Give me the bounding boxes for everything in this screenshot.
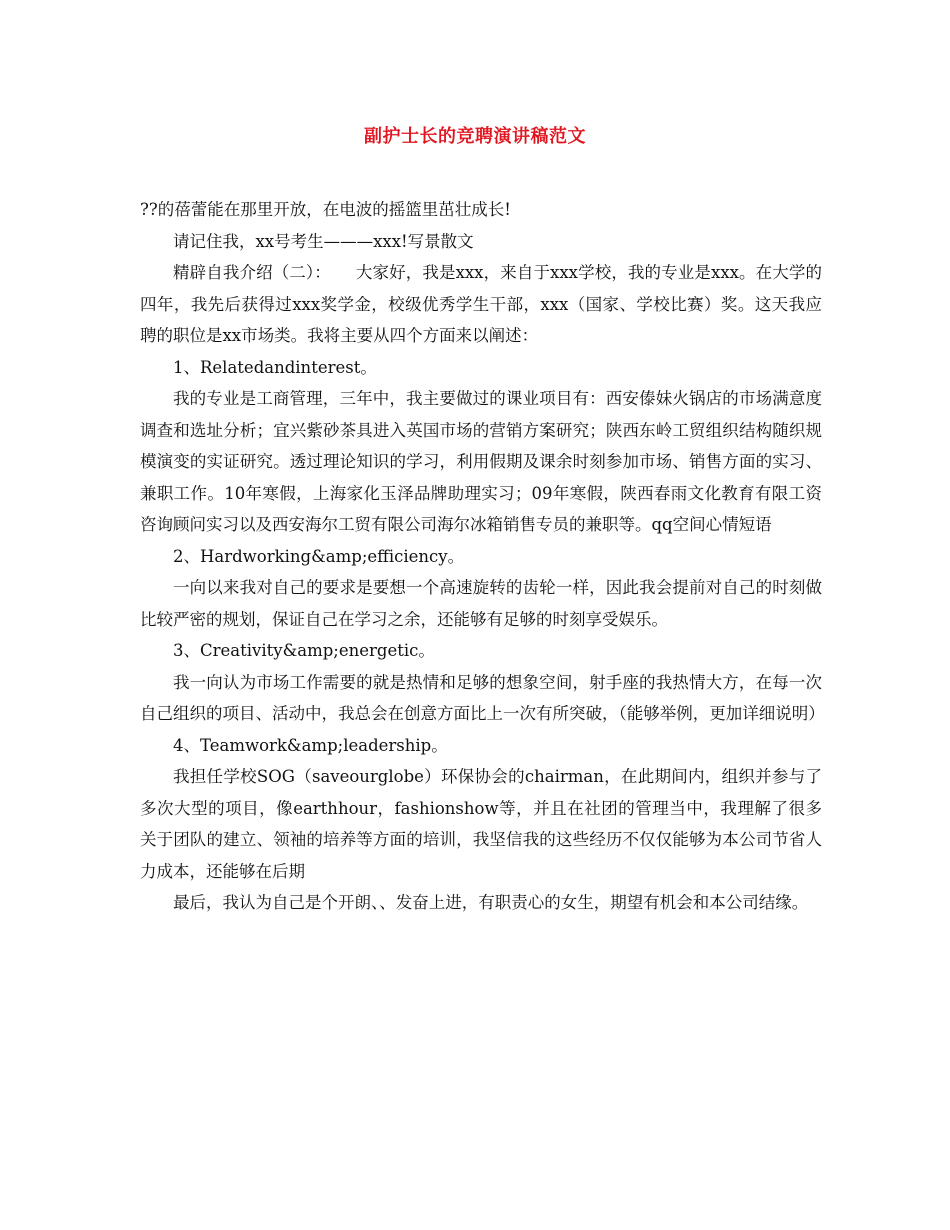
paragraph: 我一向认为市场工作需要的就是热情和足够的想象空间，射手座的我热情大方，在每一次自己组织的项目、活动中，我总会在创意方面比上一次有所突破，（能够举例，更加详细说明） — [140, 672, 825, 723]
document-title: 副护士长的竞聘演讲稿范文 — [364, 126, 586, 147]
document-body — [140, 194, 825, 919]
section-heading: 4、Teamwork&amp;leadership。 — [173, 735, 448, 755]
paragraph: 精辟自我介绍（二）： 大家好，我是xxx，来自于xxx学校，我的专业是xxx。在大学的四年，我先后获得过xxx奖学金，校级优秀学生干部，xxx（国家、学校比赛）奖。这天我应聘的职位是xx市场类。我将主要从四个方面来以阐述： — [140, 263, 822, 345]
section-heading: 2、Hardworking&amp;efficiency。 — [173, 546, 465, 566]
section-heading: 3、Creativity&amp;energetic。 — [173, 641, 435, 660]
paragraph: 我的专业是工商管理，三年中，我主要做过的课业项目有：西安傣妹火锅店的市场满意度调查和选址分析；宜兴紫砂茶具进入英国市场的营销方案研究；陕西东岭工贸组织结构随织规模演变的实证研究。透过理论知识的学习，利用假期及课余时刻参加市场、销售方面的实习、兼职工作。10年寒假，上海家化玉泽品牌助理实习；09年寒假，陕西春雨文化教育有限工资咨询顾问实习以及西安海尔工贸有限公司海尔冰箱销售专员的兼职等。qq空间心情短语 — [140, 389, 822, 534]
paragraph: 最后，我认为自己是个开朗、、发奋上进，有职责心的女生，期望有机会和本公司结缘。 — [173, 893, 809, 912]
paragraph: 我担任学校SOG（saveourglobe）环保协会的chairman，在此期间内，组织并参与了多次大型的项目，像earthhour，fashionshow等，并且在社团的管理当中，我理解了很多关于团队的建立、领袖的培养等方面的培训，我坚信我的这些经历不仅仅能够为本公司节省人力成本，还能够在后期 — [140, 767, 822, 881]
paragraph-continuation: ??的蓓蕾能在那里开放，在电波的摇篮里茁壮成长! — [140, 200, 511, 219]
section-heading: 1、Relatedandinterest。 — [173, 357, 377, 377]
paragraph: 一向以来我对自己的要求是要想一个高速旋转的齿轮一样，因此我会提前对自己的时刻做比较严密的规划，保证自己在学习之余，还能够有足够的时刻享受娱乐。 — [140, 578, 822, 629]
paragraph: 请记住我，xx号考生———xxx!写景散文 — [173, 231, 474, 251]
